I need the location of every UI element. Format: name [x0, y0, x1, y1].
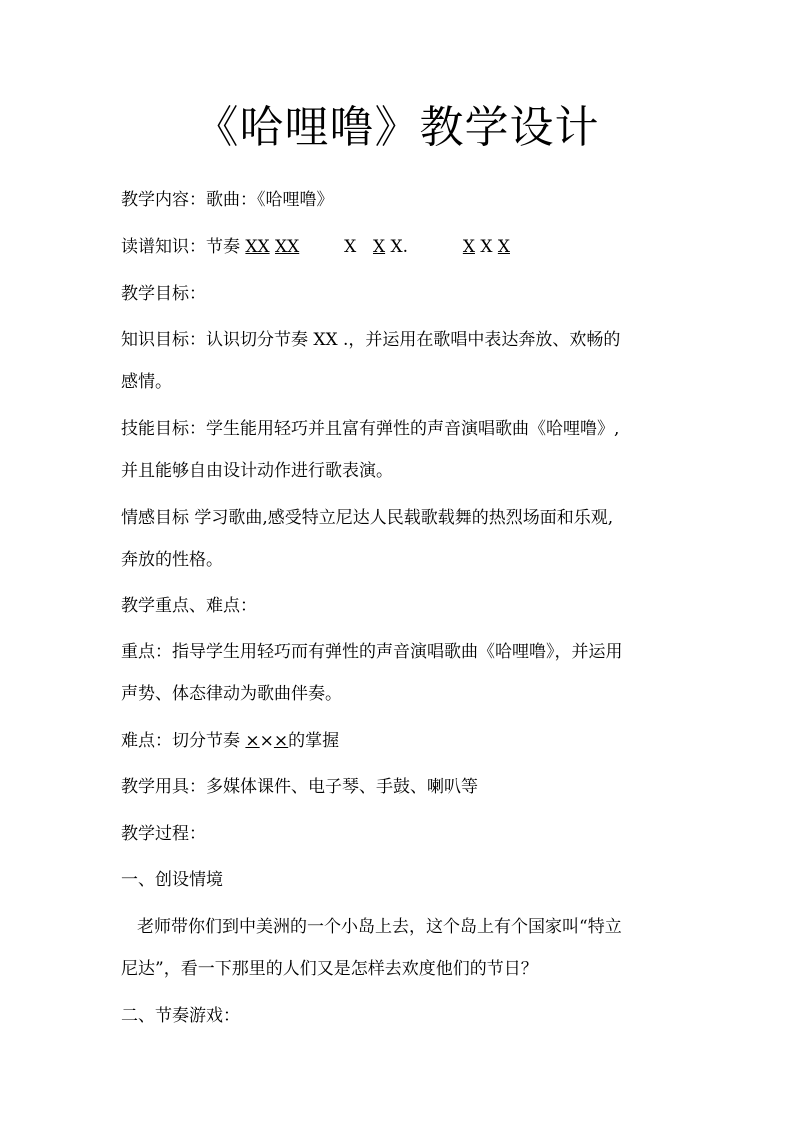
rhythm-note: XX [275, 237, 300, 257]
step1-paragraph-line2: 尼达”，看一下那里的人们又是怎样去欢度他们的节日？ [121, 959, 538, 979]
rhythm-note: XX [245, 237, 270, 257]
reading-prefix: 节奏 [206, 237, 240, 257]
rhythm-note: × [259, 731, 274, 751]
focus-line2: 声势、体态律动为歌曲伴奏。 [121, 684, 342, 704]
rhythm-note: × [273, 731, 289, 751]
focus-line1: 重点：指导学生用轻巧而有弹性的声音演唱歌曲《哈哩噜》，并运用 [121, 642, 623, 662]
rhythm-note: X [462, 237, 475, 257]
objectives-heading: 教学目标： [121, 284, 206, 304]
skill-objective-line2: 并且能够自由设计动作进行歌表演。 [121, 461, 393, 481]
rhythm-note: X [372, 237, 386, 257]
reading-label: 读谱知识： [121, 237, 206, 257]
emotion-objective-line2: 奔放的性格。 [121, 550, 223, 570]
difficulty-suffix: 的掌握 [288, 731, 340, 751]
key-points-heading: 教学重点、难点： [121, 596, 257, 616]
document-title: 《哈哩噜》教学设计 [194, 102, 600, 153]
teaching-tools: 教学用具：多媒体课件、电子琴、手鼓、喇叭等 [121, 777, 478, 797]
step1-heading: 一、创设情境 [121, 870, 223, 890]
rhythm-note: × [245, 731, 260, 751]
knowledge-objective-line2: 感情。 [121, 372, 172, 392]
rhythm-note: X [480, 237, 493, 257]
content-text: 歌曲：《哈哩噜》 [206, 190, 334, 210]
rhythm-note: X [497, 237, 510, 257]
difficulty-line [121, 729, 681, 753]
content-line [121, 188, 681, 212]
skill-objective-line1: 技能目标：学生能用轻巧并且富有弹性的声音演唱歌曲《哈哩噜》, [121, 419, 620, 439]
content-label: 教学内容： [121, 190, 206, 210]
rhythm-note: X. [390, 237, 409, 257]
reading-line [121, 235, 681, 259]
knowledge-objective-line1: 知识目标：认识切分节奏 XX .，并运用在歌唱中表达奔放、欢畅的 [121, 330, 621, 350]
process-heading: 教学过程： [121, 824, 206, 844]
step2-heading: 二、节奏游戏： [121, 1006, 240, 1026]
emotion-objective-line1: 情感目标 学习歌曲,感受特立尼达人民载歌载舞的热烈场面和乐观, [121, 508, 614, 528]
difficulty-prefix: 难点：切分节奏 [121, 731, 240, 751]
step1-paragraph-line1: 老师带你们到中美洲的一个小岛上去，这个岛上有个国家叫“特立 [137, 917, 622, 937]
rhythm-note: X [344, 237, 357, 257]
